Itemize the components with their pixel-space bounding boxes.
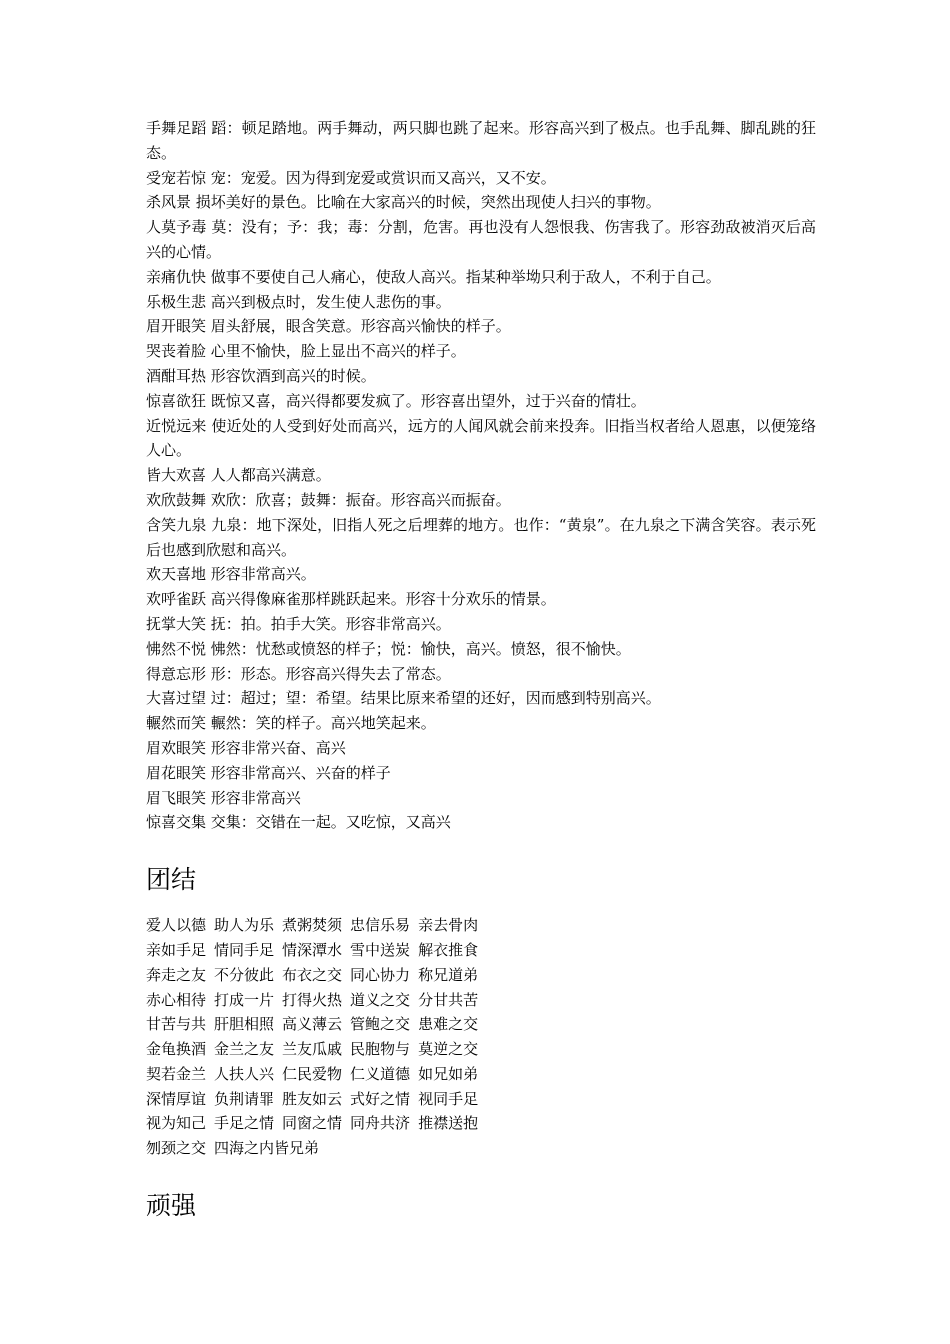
idiom-item: 高义薄云 bbox=[282, 1015, 343, 1034]
idiom-definitions-list bbox=[146, 116, 816, 835]
idiom-row bbox=[146, 988, 816, 1013]
idiom-item: 煮粥焚须 bbox=[282, 916, 343, 935]
idiom-item: 四海之内皆兄弟 bbox=[214, 1139, 320, 1158]
idiom-entry: 哭丧着脸 心里不愉快，脸上显出不高兴的样子。 bbox=[146, 342, 466, 361]
idiom-item: 打成一片 bbox=[214, 990, 275, 1009]
idiom-entry: 受宠若惊 宠：宠爱。因为得到宠爱或赏识而又高兴，又不安。 bbox=[146, 168, 556, 187]
idiom-row bbox=[146, 1062, 816, 1087]
idiom-item: 人扶人兴 bbox=[214, 1064, 275, 1083]
idiom-entry: 抚掌大笑 抚：拍。拍手大笑。形容非常高兴。 bbox=[146, 614, 451, 633]
idiom-entry: 眉花眼笑 形容非常高兴、兴奋的样子 bbox=[146, 763, 391, 782]
idiom-item: 甘苦与共 bbox=[146, 1015, 207, 1034]
idiom-item: 雪中送炭 bbox=[350, 940, 411, 959]
idiom-item: 仁义道德 bbox=[350, 1064, 411, 1083]
idiom-item: 推襟送抱 bbox=[418, 1114, 479, 1133]
idiom-row bbox=[146, 1111, 816, 1136]
idiom-item: 情同手足 bbox=[214, 940, 275, 959]
idiom-row bbox=[146, 1136, 816, 1161]
idiom-item: 称兄道弟 bbox=[418, 965, 479, 984]
idiom-entry: 大喜过望 过：超过；望：希望。结果比原来希望的还好，因而感到特别高兴。 bbox=[146, 689, 661, 708]
document-page bbox=[146, 116, 816, 1239]
idiom-row bbox=[146, 963, 816, 988]
idiom-item: 布衣之交 bbox=[282, 965, 343, 984]
idiom-row bbox=[146, 938, 816, 963]
idiom-item: 视同手足 bbox=[418, 1089, 479, 1108]
idiom-item: 同心协力 bbox=[350, 965, 411, 984]
idiom-item: 同窗之情 bbox=[282, 1114, 343, 1133]
idiom-item: 金兰之友 bbox=[214, 1040, 275, 1059]
idiom-row bbox=[146, 913, 816, 938]
idiom-entry: 近悦远来 使近处的人受到好处而高兴，远方的人闻风就会前来投奔。旧指当权者给人恩惠，以便笼络人心。 bbox=[146, 416, 816, 460]
idiom-item: 情深潭水 bbox=[282, 940, 343, 959]
idiom-entry: 眉开眼笑 眉头舒展，眼含笑意。形容高兴愉快的样子。 bbox=[146, 317, 511, 336]
idiom-item: 不分彼此 bbox=[214, 965, 275, 984]
idiom-item: 负荆请罪 bbox=[214, 1089, 275, 1108]
idiom-item: 爱人以德 bbox=[146, 916, 207, 935]
idiom-entry: 皆大欢喜 人人都高兴满意。 bbox=[146, 466, 331, 485]
idiom-item: 道义之交 bbox=[350, 990, 411, 1009]
idiom-row bbox=[146, 1087, 816, 1112]
idiom-entry: 欢呼雀跃 高兴得像麻雀那样跳跃起来。形容十分欢乐的情景。 bbox=[146, 590, 556, 609]
idiom-item: 金龟换酒 bbox=[146, 1040, 207, 1059]
idiom-item: 视为知己 bbox=[146, 1114, 207, 1133]
idiom-entry: 杀风景 损坏美好的景色。比喻在大家高兴的时候，突然出现使人扫兴的事物。 bbox=[146, 193, 661, 212]
idiom-entry: 人莫予毒 莫：没有；予：我；毒：分割，危害。再也没有人怨恨我、伤害我了。形容劲敌被消灭后高兴的心情。 bbox=[146, 218, 816, 261]
idiom-item: 同舟共济 bbox=[350, 1114, 411, 1133]
section-title-tenacity: 顽强 bbox=[146, 1191, 197, 1221]
idiom-entry: 欢欣鼓舞 欢欣：欣喜；鼓舞：振奋。形容高兴而振奋。 bbox=[146, 490, 511, 509]
idiom-entry: 含笑九泉 九泉：地下深处，旧指人死之后埋葬的地方。也作：“黄泉”。在九泉之下满含笑容。表示死后也感到欣慰和高兴。 bbox=[146, 515, 816, 559]
idiom-entry: 輾然而笑 輾然：笑的样子。高兴地笑起来。 bbox=[146, 714, 436, 733]
idiom-item: 患难之交 bbox=[418, 1015, 479, 1034]
idiom-entry: 惊喜欲狂 既惊又喜，高兴得都要发疯了。形容喜出望外，过于兴奋的情壮。 bbox=[146, 391, 646, 410]
section-title-unity: 团结 bbox=[146, 865, 197, 895]
idiom-item: 管鲍之交 bbox=[350, 1015, 411, 1034]
idiom-item: 手足之情 bbox=[214, 1114, 275, 1133]
idiom-item: 忠信乐易 bbox=[350, 916, 411, 935]
idiom-item: 刎颈之交 bbox=[146, 1139, 207, 1158]
idiom-entry: 眉欢眼笑 形容非常兴奋、高兴 bbox=[146, 738, 346, 757]
idiom-item: 深情厚谊 bbox=[146, 1089, 207, 1108]
idiom-entry: 手舞足蹈 蹈：顿足踏地。两手舞动，两只脚也跳了起来。形容高兴到了极点。也手乱舞、脚乱跳的狂态。 bbox=[146, 119, 816, 162]
idiom-item: 打得火热 bbox=[282, 990, 343, 1009]
unity-idiom-grid bbox=[146, 913, 816, 1161]
idiom-entry: 怫然不悦 怫然：忧愁或愤怒的样子；悦：愉快，高兴。愤怒，很不愉快。 bbox=[146, 639, 631, 658]
idiom-item: 如兄如弟 bbox=[418, 1064, 479, 1083]
idiom-item: 肝胆相照 bbox=[214, 1015, 275, 1034]
idiom-entry: 乐极生悲 高兴到极点时，发生使人悲伤的事。 bbox=[146, 292, 451, 311]
idiom-item: 解衣推食 bbox=[418, 940, 479, 959]
idiom-entry: 欢天喜地 形容非常高兴。 bbox=[146, 565, 316, 584]
idiom-item: 莫逆之交 bbox=[418, 1040, 479, 1059]
idiom-item: 民胞物与 bbox=[350, 1040, 411, 1059]
idiom-row bbox=[146, 1012, 816, 1037]
idiom-item: 赤心相待 bbox=[146, 990, 207, 1009]
idiom-item: 亲如手足 bbox=[146, 940, 207, 959]
idiom-entry: 亲痛仇快 做事不要使自己人痛心，使敌人高兴。指某种举坳只利于敌人，不利于自己。 bbox=[146, 267, 721, 286]
idiom-item: 分甘共苦 bbox=[418, 990, 479, 1009]
idiom-item: 式好之情 bbox=[350, 1089, 411, 1108]
idiom-item: 亲去骨肉 bbox=[418, 916, 479, 935]
idiom-row bbox=[146, 1037, 816, 1062]
idiom-item: 奔走之友 bbox=[146, 965, 207, 984]
idiom-entry: 酒酣耳热 形容饮酒到高兴的时候。 bbox=[146, 366, 376, 385]
idiom-item: 契若金兰 bbox=[146, 1064, 207, 1083]
idiom-item: 仁民爱物 bbox=[282, 1064, 343, 1083]
idiom-entry: 得意忘形 形：形态。形容高兴得失去了常态。 bbox=[146, 664, 451, 683]
idiom-item: 助人为乐 bbox=[214, 916, 275, 935]
idiom-entry: 惊喜交集 交集：交错在一起。又吃惊，又高兴 bbox=[146, 813, 451, 832]
idiom-item: 胜友如云 bbox=[282, 1089, 343, 1108]
idiom-entry: 眉飞眼笑 形容非常高兴 bbox=[146, 788, 301, 807]
idiom-item: 兰友瓜戚 bbox=[282, 1040, 343, 1059]
